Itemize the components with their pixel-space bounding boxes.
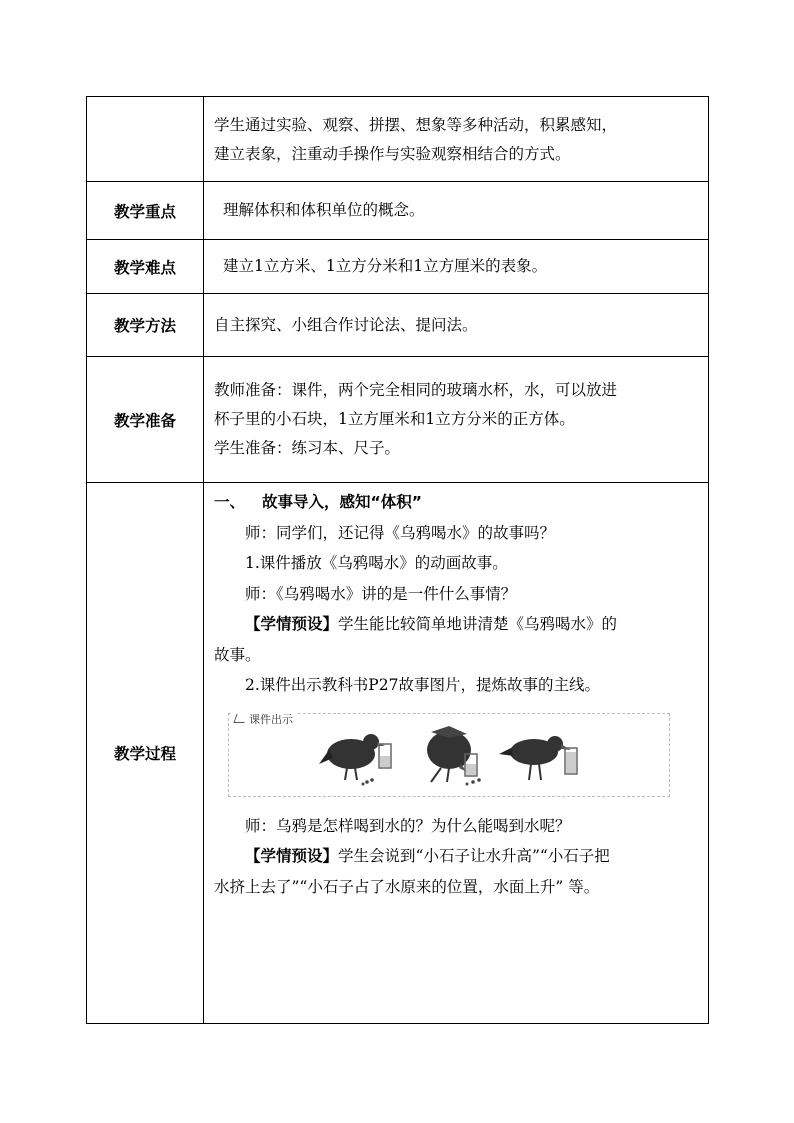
process-row <box>87 483 709 1024</box>
preparation-content <box>204 357 709 483</box>
key-points-label: 教学重点 <box>87 182 204 240</box>
preparation-label: 教学准备 <box>87 357 204 483</box>
process-p4 <box>214 609 698 640</box>
intro-row <box>87 97 709 182</box>
learning-preset-tag: 【学情预设】 <box>245 615 339 633</box>
student-prep: 学生准备：练习本、尺子。 <box>214 439 401 457</box>
process-label: 教学过程 <box>87 483 204 1024</box>
lesson-plan-table <box>86 96 709 1024</box>
empty-label-cell <box>87 97 204 182</box>
crow-2-icon <box>427 726 481 786</box>
process-p3: 师：《乌鸦喝水》讲的是一件什么事情？ <box>245 584 517 603</box>
section-heading <box>214 487 698 518</box>
methods-content <box>204 294 709 357</box>
learning-preset-tag-2: 【学情预设】 <box>245 847 339 865</box>
process-p6: 师：乌鸦是怎样喝到水的？为什么能喝到水呢？ <box>245 816 571 835</box>
key-points-content <box>204 182 709 240</box>
difficulties-text: 建立1立方米、1立方分米和1立方厘米的表象。 <box>223 257 548 275</box>
section-title: 故事导入，感知“体积” <box>262 493 422 511</box>
intro-line-2: 建立表象，注重动手操作与实验观察相结合的方式。 <box>214 144 571 163</box>
process-p1: 师：同学们，还记得《乌鸦喝水》的故事吗？ <box>245 523 556 542</box>
process-p5: 2.课件出示教科书P27故事图片，提炼故事的主线。 <box>245 676 600 694</box>
intro-line-1: 学生通过实验、观察、拼摆、想象等多种活动，积累感知， <box>214 115 618 134</box>
teacher-prep-line-2: 杯子里的小石块，1立方厘米和1立方分米的正方体。 <box>214 410 575 428</box>
process-p7-text: 学生会说到“小石子让水升高”“小石子把 <box>338 847 610 865</box>
courseware-image-box <box>228 713 670 797</box>
process-p7-cont: 水挤上去了”“小石子占了水原来的位置，水面上升” 等。 <box>214 877 600 896</box>
section-number: 一、 <box>214 493 246 511</box>
methods-label: 教学方法 <box>87 294 204 357</box>
difficulties-row <box>87 240 709 294</box>
process-content <box>204 483 709 1024</box>
key-points-row <box>87 182 709 240</box>
crow-drinking-illustration <box>319 720 589 790</box>
process-p2: 1.课件播放《乌鸦喝水》的动画故事。 <box>245 554 508 572</box>
preparation-row <box>87 357 709 483</box>
process-p7 <box>214 841 698 872</box>
crow-3-icon <box>499 736 577 780</box>
difficulties-label: 教学难点 <box>87 240 204 294</box>
process-p4-cont: 故事。 <box>214 645 261 664</box>
methods-row <box>87 294 709 357</box>
difficulties-content <box>204 240 709 294</box>
courseware-tag: 课件出示 <box>231 705 297 736</box>
teacher-prep-line-1: 教师准备：课件，两个完全相同的玻璃水杯，水，可以放进 <box>214 381 618 399</box>
key-points-text: 理解体积和体积单位的概念。 <box>223 201 425 219</box>
crow-1-icon <box>319 734 391 786</box>
process-p4-text: 学生能比较简单地讲清楚《乌鸦喝水》的 <box>338 615 618 633</box>
intro-content <box>204 97 709 182</box>
methods-text: 自主探究、小组合作讨论法、提问法。 <box>214 315 478 334</box>
